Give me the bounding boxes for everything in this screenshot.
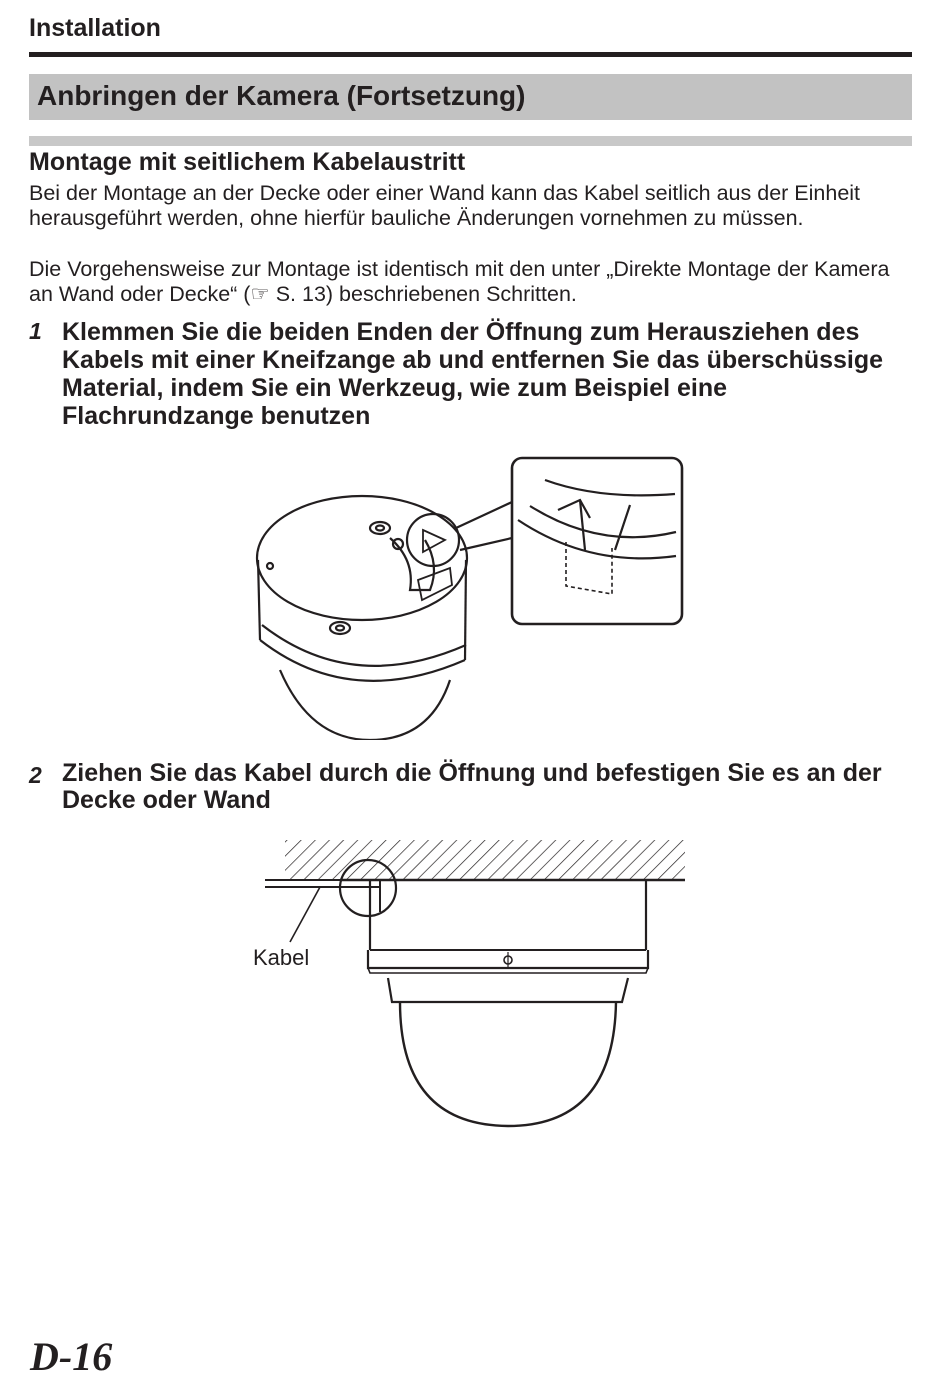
section-header: Installation xyxy=(29,14,161,42)
intro-paragraph-2: Die Vorgehensweise zur Montage ist identisch mit den unter „Direkte Montage der Kamera an Wand oder Decke“ (☞ S. 13) beschriebenen Schritten. xyxy=(29,257,890,306)
page-title: Anbringen der Kamera (Fortsetzung) xyxy=(37,80,526,111)
cable-label: Kabel xyxy=(253,945,310,970)
intro-paragraph-1: Bei der Montage an der Decke oder einer Wand kann das Kabel seitlich aus der Einheit herausgeführt werden, ohne hierfür bauliche Änderungen vornehmen zu müssen. xyxy=(29,181,861,230)
step-text-1: Klemmen Sie die beiden Enden der Öffnung zum Herausziehen des Kabels mit einer Kneifzange ab und entfernen Sie das überschüssige Material, indem Sie ein Werkzeug, wie zum Beispiel eine Flachrundzange benutzen xyxy=(62,318,884,430)
figure-mounted-camera-illustration xyxy=(240,830,700,1130)
title-band xyxy=(29,74,912,120)
divider xyxy=(29,136,912,146)
header-rule xyxy=(29,52,912,57)
step-number-1: 1 xyxy=(29,318,42,344)
subheading: Montage mit seitlichem Kabelaustritt xyxy=(29,148,466,176)
figure-camera-base-illustration xyxy=(240,440,700,740)
page-number: D-16 xyxy=(30,1334,113,1379)
step-text-2: Ziehen Sie das Kabel durch die Öffnung und befestigen Sie es an der Decke oder Wand xyxy=(62,759,882,814)
step-number-2: 2 xyxy=(29,762,42,788)
